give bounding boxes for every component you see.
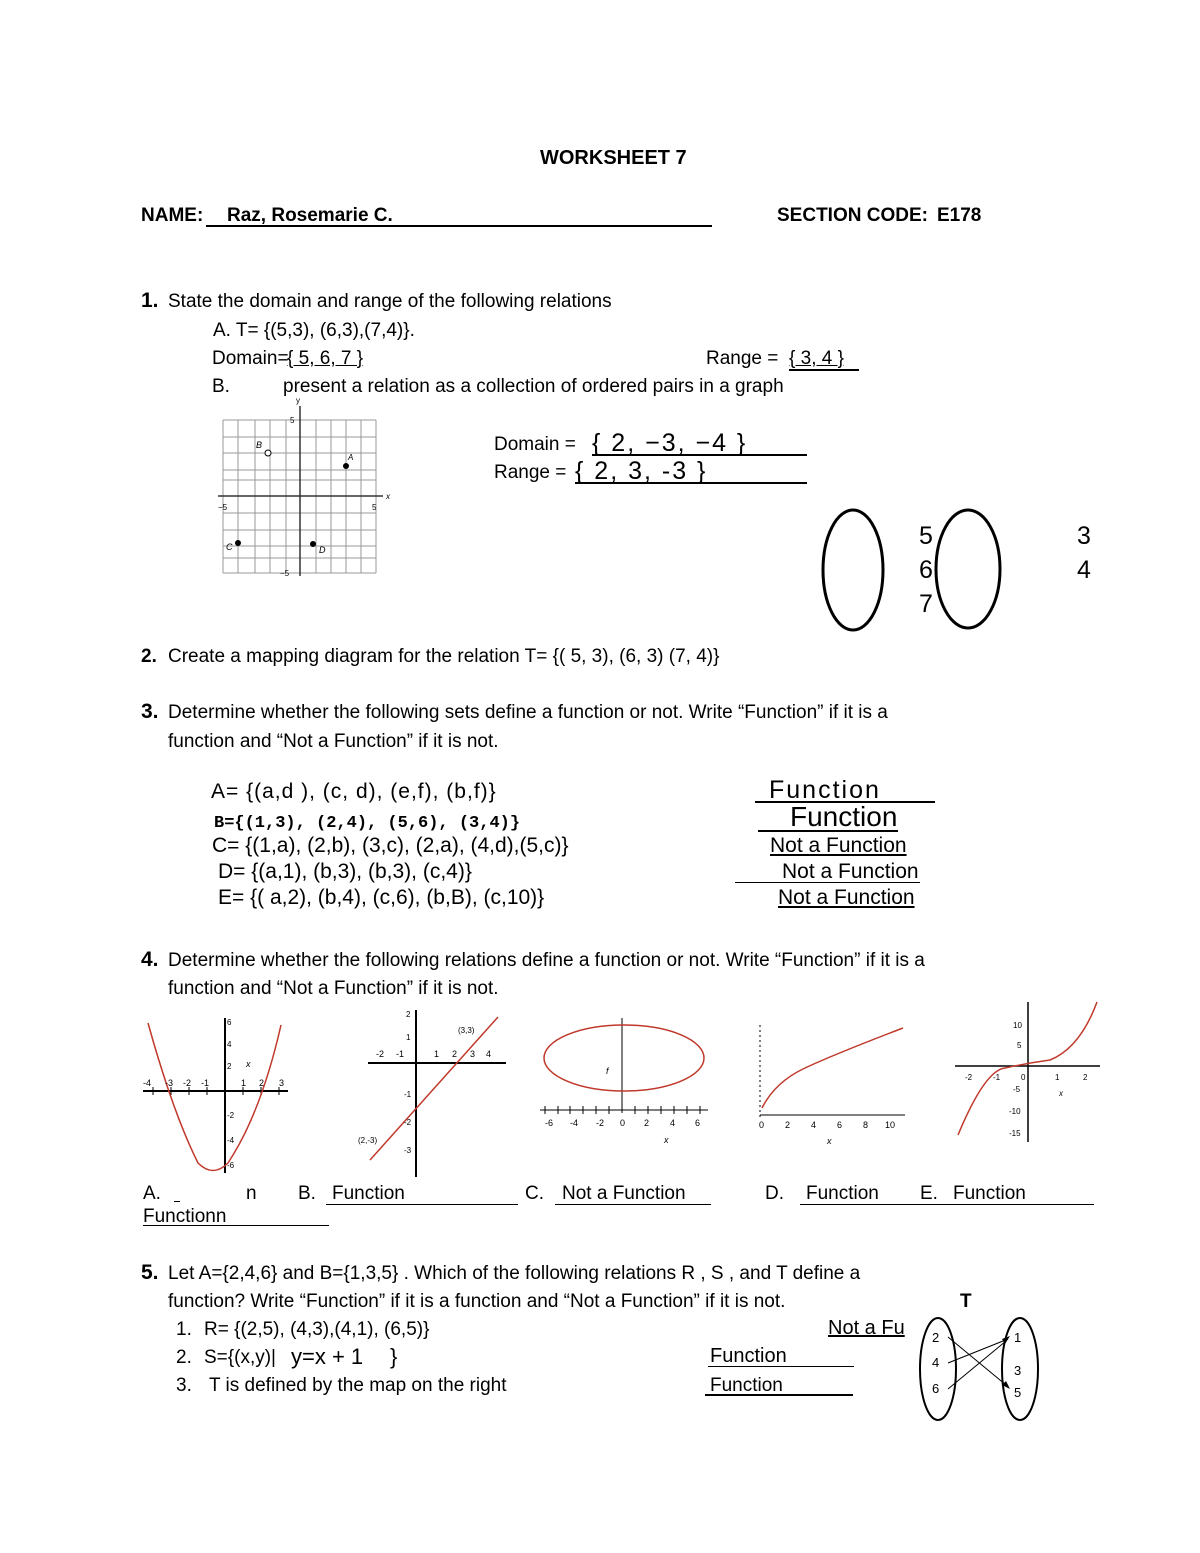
graph-y-axis-label: y xyxy=(296,396,300,405)
q5-item1-text: R= {(2,5), (4,3),(4,1), (6,5)} xyxy=(204,1319,430,1340)
q3-answer-d: Not a Function xyxy=(782,860,919,883)
q4-answer-c-underline xyxy=(555,1204,711,1205)
mapping-domain-5: 5 xyxy=(919,522,933,550)
g5-y-neg5: -5 xyxy=(1013,1085,1021,1094)
g4-axis-label: x xyxy=(827,1136,832,1146)
g2-y-1: 1 xyxy=(406,1033,411,1042)
g3-x-neg6: -6 xyxy=(545,1118,554,1128)
q3-answer-e: Not a Function xyxy=(778,886,915,909)
q1b-range-underline xyxy=(575,482,807,484)
g3-f-label: f xyxy=(606,1066,609,1076)
q3-answer-b-underline xyxy=(758,830,898,832)
g2-x-1: 1 xyxy=(434,1049,440,1059)
q1b-label: B. xyxy=(212,376,230,397)
graph-x-right: 5 xyxy=(372,503,377,512)
q3-answer-d-underline xyxy=(735,882,920,883)
mapping-domain-7: 7 xyxy=(919,590,933,618)
point-label-b: B xyxy=(256,440,263,450)
map-t-domain-2: 2 xyxy=(932,1330,940,1345)
q5-item2-num: 2. xyxy=(176,1347,192,1368)
g1-x-neg2: -2 xyxy=(183,1078,192,1088)
g5-y-10: 10 xyxy=(1013,1021,1022,1030)
map-t-domain-4: 4 xyxy=(932,1355,940,1370)
q1a-relation: A. T= {(5,3), (6,3),(7,4)}. xyxy=(213,320,415,341)
g2-y-neg2: -2 xyxy=(404,1118,412,1127)
q5-item3-answer: Function xyxy=(710,1375,783,1396)
q4-prompt-line2: function and “Not a Function” if it is not. xyxy=(168,978,499,999)
q1b-coordinate-graph xyxy=(218,398,388,578)
g2-x-neg1: -1 xyxy=(396,1049,405,1059)
q1-number: 1. xyxy=(141,289,159,312)
g1-y-6: 6 xyxy=(227,1018,232,1027)
q4-answer-e: Function xyxy=(953,1183,1026,1204)
q4-answer-a-overflow: Functionn xyxy=(143,1206,227,1227)
q1a-range-underline xyxy=(789,369,859,371)
q4-answer-de-underline xyxy=(800,1204,1094,1205)
g3-x-4: 4 xyxy=(670,1118,676,1128)
q4-graph-e-cubic xyxy=(955,1000,1105,1145)
q3-prompt-line1: Determine whether the following sets define a function or not. Write “Function” if it is a xyxy=(168,702,888,723)
q4-label-b: B. xyxy=(298,1183,316,1204)
q5-item3-underline xyxy=(705,1394,853,1396)
g2-point-b: (2,-3) xyxy=(358,1136,378,1145)
name-value: Raz, Rosemarie C. xyxy=(227,205,393,226)
q4-label-d: D. xyxy=(765,1183,784,1204)
q4-graph-a-parabola xyxy=(143,1013,293,1178)
g5-x-neg1: -1 xyxy=(993,1073,1001,1082)
g1-axis-label: x xyxy=(246,1059,251,1069)
map-t-range-3: 3 xyxy=(1014,1363,1022,1378)
q3-answer-c: Not a Function xyxy=(770,834,907,857)
graph-x-axis-label: x xyxy=(386,492,390,501)
q4-graph-b-line xyxy=(358,1005,508,1180)
q1b-domain-label: Domain = xyxy=(494,434,576,455)
g3-x-neg4: -4 xyxy=(570,1118,579,1128)
q3-answer-b: Function xyxy=(790,801,898,832)
q5-item3-num: 3. xyxy=(176,1375,192,1396)
g5-y-neg15: -15 xyxy=(1009,1129,1021,1138)
g5-x-0: 0 xyxy=(1021,1073,1026,1082)
g1-x-2: 2 xyxy=(259,1078,265,1088)
name-label: NAME: xyxy=(141,205,204,226)
g1-x-neg1: -1 xyxy=(201,1078,210,1088)
q1b-domain-value: { 2, −3, −4 } xyxy=(592,429,748,457)
graph-y-top: 5 xyxy=(290,416,295,425)
g2-y-neg3: -3 xyxy=(404,1146,412,1155)
g2-x-3: 3 xyxy=(470,1049,476,1059)
g1-x-1: 1 xyxy=(241,1078,247,1088)
q1a-domain-label: Domain= xyxy=(212,348,289,369)
g4-x-4: 4 xyxy=(811,1120,817,1130)
g4-x-0: 0 xyxy=(759,1120,765,1130)
q3-set-c: C= {(1,a), (2,b), (3,c), (2,a), (4,d),(5,c)} xyxy=(212,834,569,857)
q3-set-b: B={(1,3), (2,4), (5,6), (3,4)} xyxy=(214,814,521,833)
g1-x-neg4: -4 xyxy=(143,1078,152,1088)
mapping-range-3: 3 xyxy=(1077,522,1091,550)
g3-x-neg2: -2 xyxy=(596,1118,605,1128)
mapping-range-4: 4 xyxy=(1077,556,1091,584)
q3-set-d: D= {(a,1), (b,3), (b,3), (c,4)} xyxy=(218,860,472,883)
g2-y-2: 2 xyxy=(406,1010,411,1019)
q2-prompt: Create a mapping diagram for the relation T= {( 5, 3), (6, 3) (7, 4)} xyxy=(168,646,720,667)
g1-y-4: 4 xyxy=(227,1040,232,1049)
section-value: E178 xyxy=(937,205,982,226)
graph-x-left: −5 xyxy=(218,503,228,512)
point-label-a: A xyxy=(348,453,354,462)
q5-prompt-line1: Let A={2,4,6} and B={1,3,5} . Which of the following relations R , S , and T define a xyxy=(168,1263,861,1284)
g1-x-neg3: -3 xyxy=(165,1078,174,1088)
q4-label-a: A. xyxy=(143,1183,161,1204)
g3-x-2: 2 xyxy=(644,1118,650,1128)
q5-item2-underline xyxy=(708,1366,854,1367)
q4-answer-b-underline xyxy=(326,1204,518,1205)
map-t-range-1: 1 xyxy=(1014,1330,1022,1345)
q2-number: 2. xyxy=(141,646,157,667)
q4-answer-d: Function xyxy=(806,1183,879,1204)
g5-x-neg2: -2 xyxy=(965,1073,973,1082)
map-t-range-5: 5 xyxy=(1014,1385,1022,1400)
q2-mapping-ovals xyxy=(818,505,1018,640)
g1-y-neg4: -4 xyxy=(227,1136,235,1145)
q3-set-a: A= {(a,d ), (c, d), (e,f), (b,f)} xyxy=(211,780,497,803)
q5-prompt-line2: function? Write “Function” if it is a function and “Not a Function” if it is not. xyxy=(168,1291,786,1312)
graph-y-bottom: −5 xyxy=(280,569,290,578)
g2-point-a: (3,3) xyxy=(458,1026,475,1035)
g5-y-5: 5 xyxy=(1017,1041,1022,1050)
q5-item2-text-post: } xyxy=(390,1344,398,1369)
g2-x-4: 4 xyxy=(486,1049,492,1059)
q1a-range-value: { 3, 4 } xyxy=(789,348,844,369)
g3-x-0: 0 xyxy=(620,1118,626,1128)
q4-answer-c: Not a Function xyxy=(562,1183,686,1204)
point-label-c: C xyxy=(226,542,233,552)
g1-y-2: 2 xyxy=(227,1062,232,1071)
g2-x-2: 2 xyxy=(452,1049,458,1059)
q5-item3-text: T is defined by the map on the right xyxy=(209,1375,507,1396)
q4-graph-d-root xyxy=(755,1020,910,1150)
map-t-domain-6: 6 xyxy=(932,1381,940,1396)
q5-item2-answer: Function xyxy=(710,1345,787,1367)
q5-item1-answer: Not a Fu xyxy=(828,1317,905,1339)
q5-map-t xyxy=(918,1315,1043,1425)
g3-x-6: 6 xyxy=(695,1118,701,1128)
q1-prompt: State the domain and range of the following relations xyxy=(168,291,612,312)
q5-item2-equation: y=x + 1 xyxy=(291,1344,364,1369)
q4-answer-a-underline xyxy=(143,1225,329,1226)
g5-axis-label: x xyxy=(1059,1089,1063,1098)
q5-number: 5. xyxy=(141,1261,159,1284)
q1a-domain-value: { 5, 6, 7 } xyxy=(287,348,364,369)
q1a-range-label: Range = xyxy=(706,348,779,369)
q4-number: 4. xyxy=(141,948,159,971)
g4-x-8: 8 xyxy=(863,1120,869,1130)
q1b-range-label: Range = xyxy=(494,462,567,483)
q4-answer-a-dash xyxy=(174,1201,180,1202)
g5-x-1: 1 xyxy=(1055,1073,1060,1082)
q1b-text: present a relation as a collection of ordered pairs in a graph xyxy=(283,376,784,397)
q4-answer-b: Function xyxy=(332,1183,405,1204)
mapping-domain-6: 6 xyxy=(919,556,933,584)
g2-y-neg1: -1 xyxy=(404,1090,412,1099)
q3-answer-a: Function xyxy=(769,776,881,804)
q5-t-label: T xyxy=(960,1291,972,1312)
g5-y-neg10: -10 xyxy=(1009,1107,1021,1116)
q4-answer-a: n xyxy=(246,1183,257,1204)
q4-prompt-line1: Determine whether the following relations define a function or not. Write “Function” if it is a xyxy=(168,950,925,971)
q4-label-c: C. xyxy=(525,1183,544,1204)
section-label: SECTION CODE: xyxy=(777,205,928,226)
q3-prompt-line2: function and “Not a Function” if it is not. xyxy=(168,731,499,752)
q5-item2-text-pre: S={(x,y)| xyxy=(204,1347,276,1368)
name-underline xyxy=(206,225,712,227)
q3-number: 3. xyxy=(141,700,159,723)
point-label-d: D xyxy=(319,545,326,555)
page-title: WORKSHEET 7 xyxy=(540,147,687,169)
g4-x-10: 10 xyxy=(885,1120,896,1130)
q3-set-e: E= {( a,2), (b,4), (c,6), (b,B), (c,10)} xyxy=(218,886,545,909)
q4-graph-c-ellipse xyxy=(540,1018,710,1148)
g1-x-3: 3 xyxy=(279,1078,285,1088)
g4-x-6: 6 xyxy=(837,1120,843,1130)
q4-label-e: E. xyxy=(920,1183,938,1204)
q5-item1-num: 1. xyxy=(176,1319,192,1340)
g5-x-2: 2 xyxy=(1083,1073,1088,1082)
g1-y-neg2: -2 xyxy=(227,1111,235,1120)
q1b-range-value: { 2, 3, -3 } xyxy=(575,457,708,485)
g4-x-2: 2 xyxy=(785,1120,791,1130)
g1-y-neg6: -6 xyxy=(227,1161,235,1170)
g2-x-neg2: -2 xyxy=(376,1049,385,1059)
g3-axis-label: x xyxy=(664,1135,669,1145)
